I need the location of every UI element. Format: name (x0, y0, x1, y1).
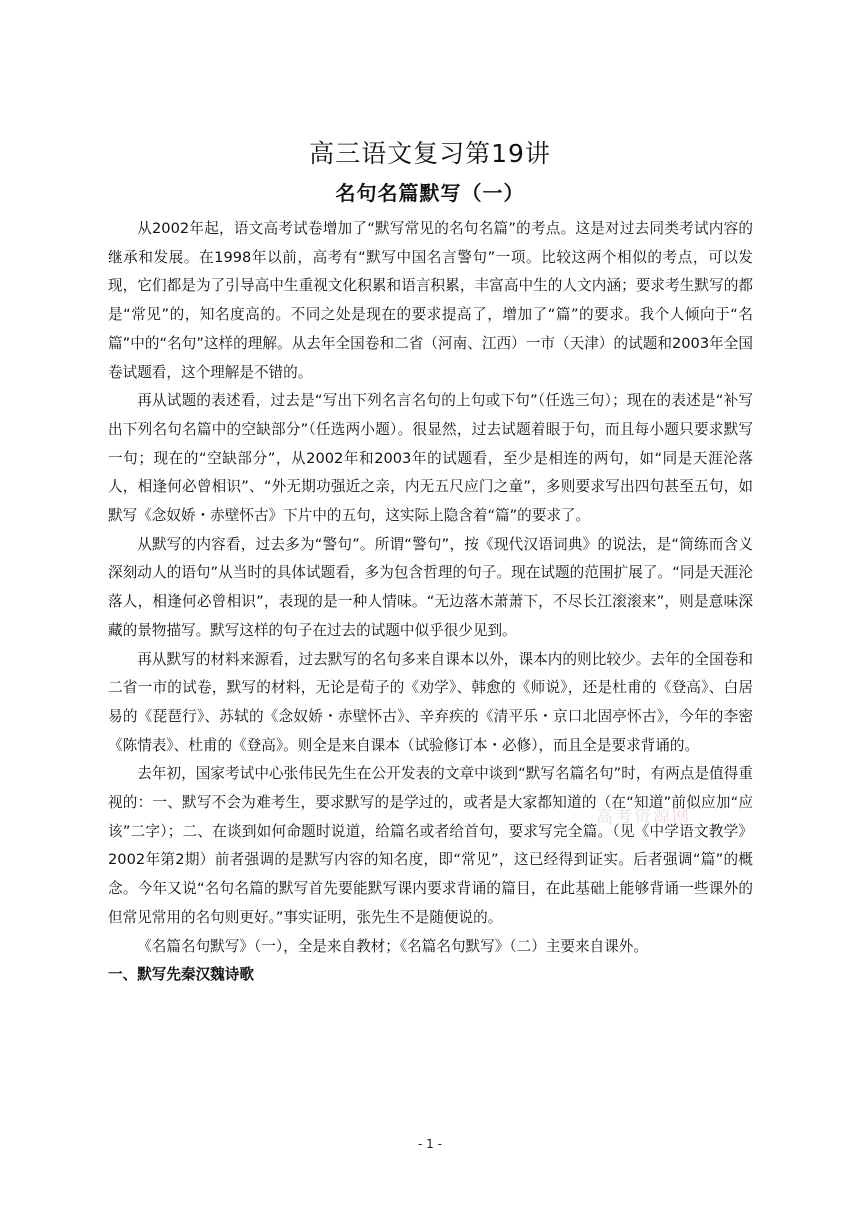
paragraph-intro: 从2002年起，语文高考试卷增加了“默写常见的名句名篇”的考点。这是对过去同类考试内容的继承和发展。在1998年以前，高考有“默写中国名言警句”一项。比较这两个相似的考点，可以发现，它们都是为了引导高中生重视文化积累和语言积累，丰富高中生的人文内涵；要求考生默写的都是“常见”的，知名度高的。不同之处是现在的要求提高了，增加了“篇”的要求。我个人倾向于“名篇”中的“名句”这样的理解。从去年全国卷和二省（河南、江西）一市（天津）的试题和2003年全国卷试题看，这个理解是不错的。 (108, 220, 753, 381)
paragraph-summary: 《名篇名句默写》（一），全是来自教材；《名篇名句默写》（二）主要来自课外。 (137, 937, 648, 955)
paragraph-examiner: 去年初，国家考试中心张伟民先生在公开发表的文章中谈到“默写名篇名句”时，有两点是值得重视的：一、默写不会为难考生，要求默写的是学过的，或者是大家都知道的（在“知道”前似应加“应该”二字）；二、在谈到如何命题时说道，给篇名或者给首句，要求写完全篇。（见《中学语文教学》2002年第2期）前者强调的是默写内容的知名度，即“常见”，这已经得到证实。后者强调“篇”的概念。今年又说“名句名篇的默写首先要能默写课内要求背诵的篇目，在此基础上能够背诵一些课外的但常见常用的名句则更好。”事实证明，张先生不是随便说的。 (108, 765, 753, 926)
paragraph-expression: 再从试题的表述看，过去是“写出下列名言名句的上句或下句”（任选三句）；现在的表述是“补写出下列名句名篇中的空缺部分”（任选两小题）。很显然，过去试题着眼于句，而且每小题只要求默写一句；现在的“空缺部分”，从2002年和2003年的试题看，至少是相连的两句，如“同是天涯沦落人，相逢何必曾相识”、“外无期功强近之亲，内无五尺应门之童”，多则要求写出四句甚至五句，如默写《念奴娇・赤壁怀古》下片中的五句，这实际上隐含着“篇”的要求了。 (108, 392, 753, 525)
section-heading: 一、默写先秦汉魏诗歌 (108, 966, 254, 984)
page-number: - 1 - (418, 1137, 442, 1151)
watermark: 高考资源网 (595, 806, 692, 828)
paragraph-content: 从默写的内容看，过去多为“警句”。所谓“警句”，按《现代汉语词典》的说法，是“简练而含义深刻动人的语句”从当时的具体试题看，多为包含哲理的句子。现在试题的范围扩展了。“同是天涯沦落人，相逢何必曾相识”，表现的是一种人情味。“无边落木萧萧下，不尽长江滚滚来”，则是意味深藏的景物描写。默写这样的句子在过去的试题中似乎很少见到。 (108, 535, 753, 639)
document-body (108, 215, 753, 990)
document-title: 高三语文复习第19讲 (309, 139, 551, 168)
paragraph-source: 再从默写的材料来源看，过去默写的名句多来自课本以外，课本内的则比较少。去年的全国卷和二省一市的试卷，默写的材料，无论是荀子的《劝学》、韩愈的《师说》，还是杜甫的《登高》、白居易的《琵琶行》、苏轼的《念奴娇・赤壁怀古》、辛弃疾的《清平乐・京口北固亭怀古》，今年的李密《陈情表》、杜甫的《登高》。则全是来自课本（试验修订本・必修），而且全是要求背诵的。 (108, 650, 753, 754)
document-subtitle: 名句名篇默写（一） (335, 181, 525, 205)
